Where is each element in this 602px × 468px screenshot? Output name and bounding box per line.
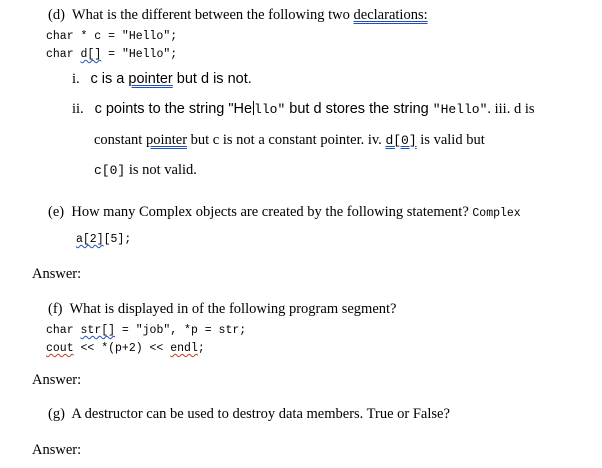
code-complex: Complex <box>472 207 521 220</box>
code-d-array: d[] <box>80 48 102 61</box>
question-g-heading <box>48 405 450 423</box>
question-f-label: (f) <box>48 301 63 317</box>
question-e-text: How many Complex objects are created by the following statement? <box>71 204 469 220</box>
answer-label-1: Answer: <box>32 266 82 282</box>
question-g-text: A destructor can be used to destroy data members. True or False? <box>71 406 450 422</box>
question-g-label: (g) <box>48 406 65 422</box>
option-ii-label: ii. <box>72 101 84 117</box>
code-cout: cout <box>46 342 74 355</box>
question-d-text: What is the different between the following two <box>71 7 354 23</box>
pointer-word: pointer <box>128 71 173 87</box>
question-f-heading <box>48 300 396 318</box>
code-line-char-c: char * c = "Hello"; <box>46 30 178 43</box>
option-i-label: i. <box>72 71 80 87</box>
code-line-array: a[2][5]; <box>76 233 132 246</box>
code-line-cout: cout << *(p+2) << endl; <box>46 342 205 355</box>
option-line-3: constant pointer but c is not a constant pointer. iv. d[0] is valid but <box>94 132 485 148</box>
declarations-word: declarations: <box>353 7 428 23</box>
answer-label-3: Answer: <box>32 442 82 458</box>
question-d-heading <box>48 6 428 24</box>
code-endl: endl <box>170 342 198 355</box>
code-a2: a[2] <box>76 233 104 246</box>
question-e-label: (e) <box>48 204 65 220</box>
code-str: str[] <box>80 324 116 337</box>
option-line-4: c[0] is not valid. <box>94 162 197 178</box>
code-line-str: char str[] = "job", *p = str; <box>46 324 247 337</box>
option-ii: ii. c points to the string "He llo" but d stores the string "Hello". iii. d is <box>72 101 535 117</box>
pointer-word-2: pointer <box>145 132 188 148</box>
question-d-label: (d) <box>48 7 65 23</box>
answer-label-2: Answer: <box>32 372 82 388</box>
code-c0: c[0] <box>94 163 126 178</box>
code-d0: d[0] <box>385 133 417 148</box>
question-e-heading <box>48 203 521 223</box>
code-line-char-d: char d[] = "Hello"; <box>46 48 178 61</box>
option-i: i. c is a pointer but d is not. <box>72 71 252 87</box>
question-f-text: What is displayed in of the following program segment? <box>69 301 397 317</box>
